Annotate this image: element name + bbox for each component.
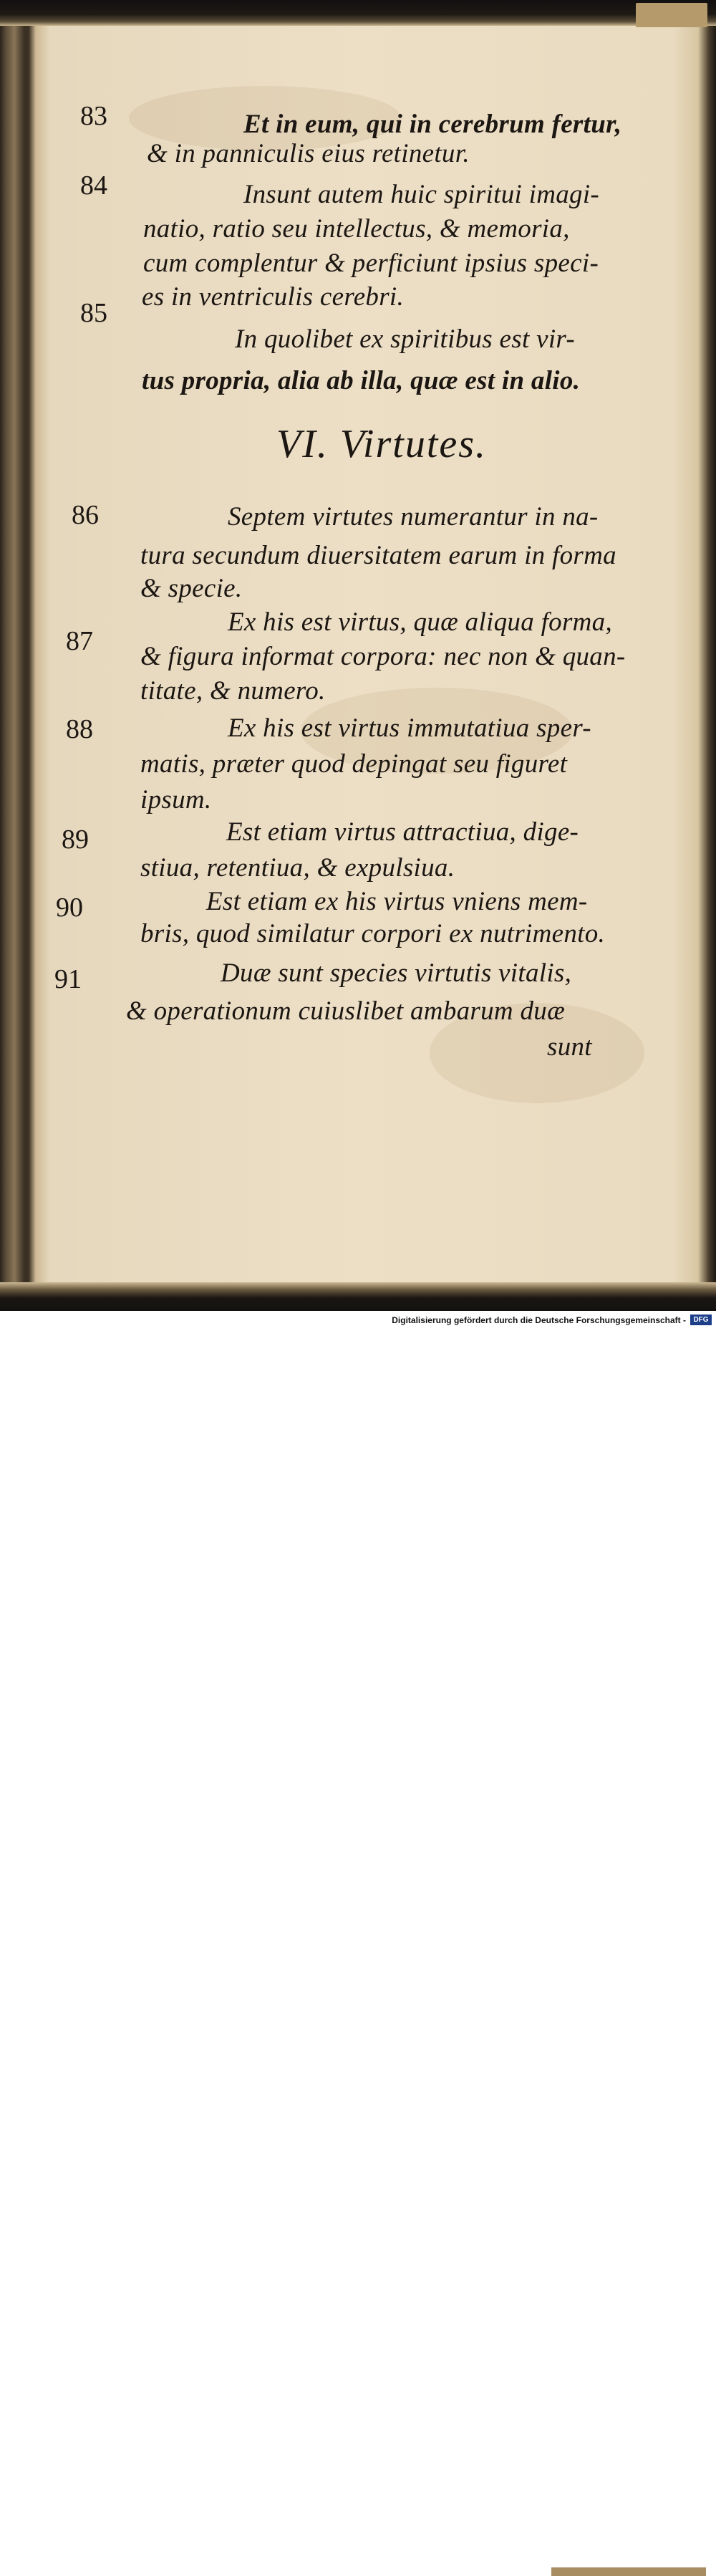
text-line: matis, præter quod depingat seu figuret xyxy=(140,749,568,779)
text-line: & specie. xyxy=(140,574,243,603)
digitization-footer xyxy=(0,1311,716,1330)
paragraph-number: 86 xyxy=(72,500,99,530)
paragraph-number: 83 xyxy=(80,101,107,131)
text-line: tura secundum diuersitatem earum in forma xyxy=(140,541,616,570)
text-line: Septem virtutes numerantur in na- xyxy=(228,502,599,532)
text-line: stiua, retentiua, & expulsiua. xyxy=(140,853,455,883)
text-line: Est etiam ex his virtus vniens mem- xyxy=(206,887,588,916)
text-line: titate, & numero. xyxy=(140,676,326,706)
paragraph-number: 85 xyxy=(80,298,107,328)
catchword: sunt xyxy=(547,1032,592,1062)
dfg-logo-icon: DFG xyxy=(690,1315,712,1325)
section-heading: VI. Virtutes. xyxy=(276,422,488,466)
text-line: In quolibet ex spiritibus est vir- xyxy=(235,325,575,354)
text-line: ipsum. xyxy=(140,785,212,814)
text-line: & figura informat corpora: nec non & quan- xyxy=(140,642,626,671)
text-line: Ex his est virtus, quæ aliqua forma, xyxy=(228,607,613,637)
scan-bottom-edge xyxy=(0,1282,716,1311)
text-line: Ex his est virtus immutatiua sper- xyxy=(228,713,591,743)
text-line: es in ventriculis cerebri. xyxy=(142,282,405,312)
paragraph-number: 84 xyxy=(80,170,107,201)
paragraph-number: 88 xyxy=(66,714,93,744)
text-line: Est etiam virtus attractiua, dige- xyxy=(226,817,579,847)
paragraph-number: 91 xyxy=(54,964,82,994)
text-line: natio, ratio seu intellectus, & memoria, xyxy=(143,214,570,244)
text-line: tus propria, alia ab illa, quæ est in alio. xyxy=(142,366,581,395)
text-line: & in panniculis eius retinetur. xyxy=(147,139,470,168)
text-line: & operationum cuiuslibet ambarum duæ xyxy=(126,996,566,1026)
text-line: Insunt autem huic spiritui imagi- xyxy=(243,180,600,209)
text-line: cum complentur & perficiunt ipsius speci- xyxy=(143,249,599,278)
paragraph-number: 89 xyxy=(62,825,89,855)
funding-credit: Digitalisierung gefördert durch die Deutsche Forschungsgemeinschaft - xyxy=(392,1315,686,1325)
text-line: bris, quod similatur corpori ex nutrimento. xyxy=(140,919,606,948)
text-line: Et in eum, qui in cerebrum fertur, xyxy=(243,110,622,139)
paragraph-number: 90 xyxy=(56,893,83,923)
text-line: Duæ sunt species virtutis vitalis, xyxy=(221,958,572,988)
paragraph-number: 87 xyxy=(66,626,93,656)
